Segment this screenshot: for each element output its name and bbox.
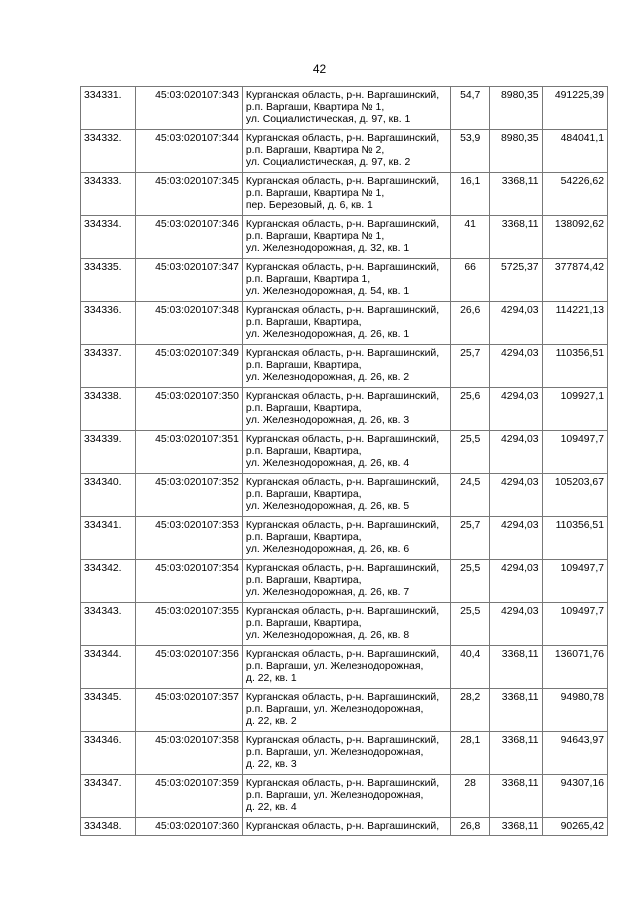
record-number-cell: 334343.: [81, 603, 136, 646]
cadastral-number-cell: 45:03:020107:360: [136, 818, 243, 836]
record-number-cell: 334342.: [81, 560, 136, 603]
address-line: р.п. Варгаши, ул. Железнодорожная,: [245, 747, 424, 759]
address-cell: [242, 302, 450, 345]
cadastral-number-cell: 45:03:020107:355: [136, 603, 243, 646]
unit-price-cell: 8980,35: [490, 130, 542, 173]
unit-price-cell: 4294,03: [490, 431, 542, 474]
area-cell: 28: [451, 775, 490, 818]
unit-price-cell: 3368,11: [490, 646, 542, 689]
cadastral-value-cell: 94643,97: [542, 732, 607, 775]
cadastral-number-cell: 45:03:020107:351: [136, 431, 243, 474]
address-line: Курганская область, р-н. Варгашинский,: [245, 219, 440, 230]
record-number-cell: 334336.: [81, 302, 136, 345]
cadastral-value-cell: 109497,7: [542, 560, 607, 603]
page-number: 42: [312, 62, 327, 76]
cadastral-value-cell: 491225,39: [542, 87, 607, 130]
cadastral-value-cell: 54226,62: [542, 173, 607, 216]
address-line: Курганская область, р-н. Варгашинский,: [245, 821, 440, 832]
unit-price-cell: 3368,11: [490, 216, 542, 259]
table-row: [81, 87, 608, 130]
address-line: ул. Железнодорожная, д. 26, кв. 1: [245, 329, 410, 341]
cadastral-value-cell: 138092,62: [542, 216, 607, 259]
unit-price-cell: 3368,11: [490, 173, 542, 216]
address-line: ул. Железнодорожная, д. 32, кв. 1: [245, 243, 410, 255]
area-cell: 40,4: [451, 646, 490, 689]
cadastral-number-cell: 45:03:020107:343: [136, 87, 243, 130]
address-line: Курганская область, р-н. Варгашинский,: [245, 692, 440, 703]
unit-price-cell: 3368,11: [490, 818, 542, 836]
address-line: р.п. Варгаши, Квартира № 2,: [245, 145, 385, 157]
area-cell: 25,6: [451, 388, 490, 431]
address-cell: [242, 431, 450, 474]
area-cell: 26,6: [451, 302, 490, 345]
address-line: р.п. Варгаши, ул. Железнодорожная,: [245, 790, 424, 802]
address-line: Курганская область, р-н. Варгашинский,: [245, 391, 440, 402]
address-line: Курганская область, р-н. Варгашинский,: [245, 176, 440, 187]
cadastral-value-cell: 110356,51: [542, 517, 607, 560]
address-line: Курганская область, р-н. Варгашинский,: [245, 520, 440, 531]
cadastral-number-cell: 45:03:020107:345: [136, 173, 243, 216]
address-cell: [242, 388, 450, 431]
table-row: [81, 603, 608, 646]
address-line: д. 22, кв. 4: [245, 802, 297, 814]
address-line: ул. Железнодорожная, д. 26, кв. 8: [245, 630, 410, 642]
address-line: р.п. Варгаши, Квартира,: [245, 575, 362, 587]
unit-price-cell: 5725,37: [490, 259, 542, 302]
record-number-cell: 334345.: [81, 689, 136, 732]
address-cell: [242, 517, 450, 560]
area-cell: 54,7: [451, 87, 490, 130]
address-line: р.п. Варгаши, Квартира,: [245, 618, 362, 630]
table-row: [81, 474, 608, 517]
area-cell: 25,5: [451, 603, 490, 646]
address-line: ул. Социалистическая, д. 97, кв. 2: [245, 157, 411, 169]
address-cell: [242, 603, 450, 646]
record-number-cell: 334340.: [81, 474, 136, 517]
area-cell: 25,7: [451, 517, 490, 560]
table-row: [81, 345, 608, 388]
address-line: ул. Железнодорожная, д. 26, кв. 3: [245, 415, 410, 427]
table-row: [81, 130, 608, 173]
table-row: [81, 517, 608, 560]
cadastral-number-cell: 45:03:020107:356: [136, 646, 243, 689]
property-table: [80, 86, 608, 836]
cadastral-value-cell: 377874,42: [542, 259, 607, 302]
cadastral-value-cell: 94307,16: [542, 775, 607, 818]
address-cell: [242, 474, 450, 517]
table-row: [81, 689, 608, 732]
table-row: [81, 818, 608, 836]
record-number-cell: 334333.: [81, 173, 136, 216]
area-cell: 25,5: [451, 560, 490, 603]
address-line: Курганская область, р-н. Варгашинский,: [245, 90, 440, 101]
record-number-cell: 334337.: [81, 345, 136, 388]
address-line: Курганская область, р-н. Варгашинский,: [245, 735, 440, 746]
address-line: Курганская область, р-н. Варгашинский,: [245, 477, 440, 488]
table-row: [81, 173, 608, 216]
address-cell: [242, 130, 450, 173]
record-number-cell: 334334.: [81, 216, 136, 259]
area-cell: 25,5: [451, 431, 490, 474]
cadastral-value-cell: 110356,51: [542, 345, 607, 388]
area-cell: 28,2: [451, 689, 490, 732]
table-row: [81, 732, 608, 775]
address-line: Курганская область, р-н. Варгашинский,: [245, 563, 440, 574]
address-line: ул. Железнодорожная, д. 26, кв. 5: [245, 501, 410, 513]
cadastral-value-cell: 90265,42: [542, 818, 607, 836]
address-line: Курганская область, р-н. Варгашинский,: [245, 606, 440, 617]
cadastral-number-cell: 45:03:020107:346: [136, 216, 243, 259]
cadastral-value-cell: 105203,67: [542, 474, 607, 517]
cadastral-value-cell: 109497,7: [542, 603, 607, 646]
address-line: р.п. Варгаши, Квартира,: [245, 317, 362, 329]
area-cell: 28,1: [451, 732, 490, 775]
area-cell: 53,9: [451, 130, 490, 173]
unit-price-cell: 4294,03: [490, 388, 542, 431]
address-line: р.п. Варгаши, Квартира № 1,: [245, 188, 385, 200]
unit-price-cell: 4294,03: [490, 302, 542, 345]
address-line: д. 22, кв. 2: [245, 716, 297, 728]
address-line: р.п. Варгаши, Квартира,: [245, 360, 362, 372]
cadastral-value-cell: 109927,1: [542, 388, 607, 431]
cadastral-value-cell: 484041,1: [542, 130, 607, 173]
unit-price-cell: 4294,03: [490, 474, 542, 517]
table-row: [81, 216, 608, 259]
address-cell: [242, 345, 450, 388]
address-cell: [242, 689, 450, 732]
address-cell: [242, 87, 450, 130]
address-cell: [242, 732, 450, 775]
address-cell: [242, 560, 450, 603]
unit-price-cell: 3368,11: [490, 732, 542, 775]
record-number-cell: 334338.: [81, 388, 136, 431]
address-line: р.п. Варгаши, ул. Железнодорожная,: [245, 704, 424, 716]
table-row: [81, 775, 608, 818]
address-line: р.п. Варгаши, Квартира 1,: [245, 274, 371, 286]
cadastral-number-cell: 45:03:020107:347: [136, 259, 243, 302]
cadastral-value-cell: 136071,76: [542, 646, 607, 689]
address-line: р.п. Варгаши, Квартира,: [245, 446, 362, 458]
address-line: Курганская область, р-н. Варгашинский,: [245, 262, 440, 273]
area-cell: 26,8: [451, 818, 490, 836]
record-number-cell: 334331.: [81, 87, 136, 130]
cadastral-value-cell: 114221,13: [542, 302, 607, 345]
cadastral-number-cell: 45:03:020107:359: [136, 775, 243, 818]
area-cell: 41: [451, 216, 490, 259]
unit-price-cell: 8980,35: [490, 87, 542, 130]
cadastral-number-cell: 45:03:020107:357: [136, 689, 243, 732]
address-line: Курганская область, р-н. Варгашинский,: [245, 778, 440, 789]
record-number-cell: 334348.: [81, 818, 136, 836]
cadastral-number-cell: 45:03:020107:358: [136, 732, 243, 775]
address-cell: [242, 775, 450, 818]
address-line: ул. Железнодорожная, д. 26, кв. 2: [245, 372, 410, 384]
address-line: р.п. Варгаши, Квартира,: [245, 403, 362, 415]
address-line: Курганская область, р-н. Варгашинский,: [245, 348, 440, 359]
unit-price-cell: 4294,03: [490, 603, 542, 646]
address-cell: [242, 259, 450, 302]
record-number-cell: 334344.: [81, 646, 136, 689]
cadastral-number-cell: 45:03:020107:344: [136, 130, 243, 173]
address-line: ул. Железнодорожная, д. 26, кв. 4: [245, 458, 410, 470]
table-row: [81, 302, 608, 345]
record-number-cell: 334347.: [81, 775, 136, 818]
cadastral-number-cell: 45:03:020107:350: [136, 388, 243, 431]
address-line: ул. Железнодорожная, д. 26, кв. 6: [245, 544, 410, 556]
cadastral-number-cell: 45:03:020107:348: [136, 302, 243, 345]
cadastral-value-cell: 109497,7: [542, 431, 607, 474]
address-line: р.п. Варгаши, Квартира № 1,: [245, 102, 385, 114]
record-number-cell: 334341.: [81, 517, 136, 560]
address-line: ул. Социалистическая, д. 97, кв. 1: [245, 114, 411, 126]
unit-price-cell: 3368,11: [490, 689, 542, 732]
table-row: [81, 388, 608, 431]
unit-price-cell: 3368,11: [490, 775, 542, 818]
table-row: [81, 431, 608, 474]
address-line: ул. Железнодорожная, д. 26, кв. 7: [245, 587, 410, 599]
record-number-cell: 334332.: [81, 130, 136, 173]
area-cell: 66: [451, 259, 490, 302]
address-line: р.п. Варгаши, Квартира,: [245, 489, 362, 501]
address-line: пер. Березовый, д. 6, кв. 1: [245, 200, 373, 212]
table-row: [81, 259, 608, 302]
record-number-cell: 334339.: [81, 431, 136, 474]
address-line: р.п. Варгаши, ул. Железнодорожная,: [245, 661, 424, 673]
address-line: д. 22, кв. 3: [245, 759, 297, 771]
unit-price-cell: 4294,03: [490, 345, 542, 388]
table-row: [81, 560, 608, 603]
cadastral-number-cell: 45:03:020107:354: [136, 560, 243, 603]
area-cell: 25,7: [451, 345, 490, 388]
area-cell: 24,5: [451, 474, 490, 517]
unit-price-cell: 4294,03: [490, 517, 542, 560]
cadastral-number-cell: 45:03:020107:349: [136, 345, 243, 388]
address-line: Курганская область, р-н. Варгашинский,: [245, 649, 440, 660]
cadastral-value-cell: 94980,78: [542, 689, 607, 732]
record-number-cell: 334346.: [81, 732, 136, 775]
address-line: Курганская область, р-н. Варгашинский,: [245, 133, 440, 144]
unit-price-cell: 4294,03: [490, 560, 542, 603]
area-cell: 16,1: [451, 173, 490, 216]
address-line: Курганская область, р-н. Варгашинский,: [245, 305, 440, 316]
record-number-cell: 334335.: [81, 259, 136, 302]
address-line: Курганская область, р-н. Варгашинский,: [245, 434, 440, 445]
table-row: [81, 646, 608, 689]
property-table-body: [81, 87, 608, 836]
cadastral-number-cell: 45:03:020107:352: [136, 474, 243, 517]
address-line: ул. Железнодорожная, д. 54, кв. 1: [245, 286, 410, 298]
address-line: р.п. Варгаши, Квартира № 1,: [245, 231, 385, 243]
address-line: д. 22, кв. 1: [245, 673, 297, 685]
address-cell: [242, 173, 450, 216]
address-cell: [242, 216, 450, 259]
address-cell: [242, 646, 450, 689]
address-cell: [242, 818, 450, 836]
address-line: р.п. Варгаши, Квартира,: [245, 532, 362, 544]
cadastral-number-cell: 45:03:020107:353: [136, 517, 243, 560]
